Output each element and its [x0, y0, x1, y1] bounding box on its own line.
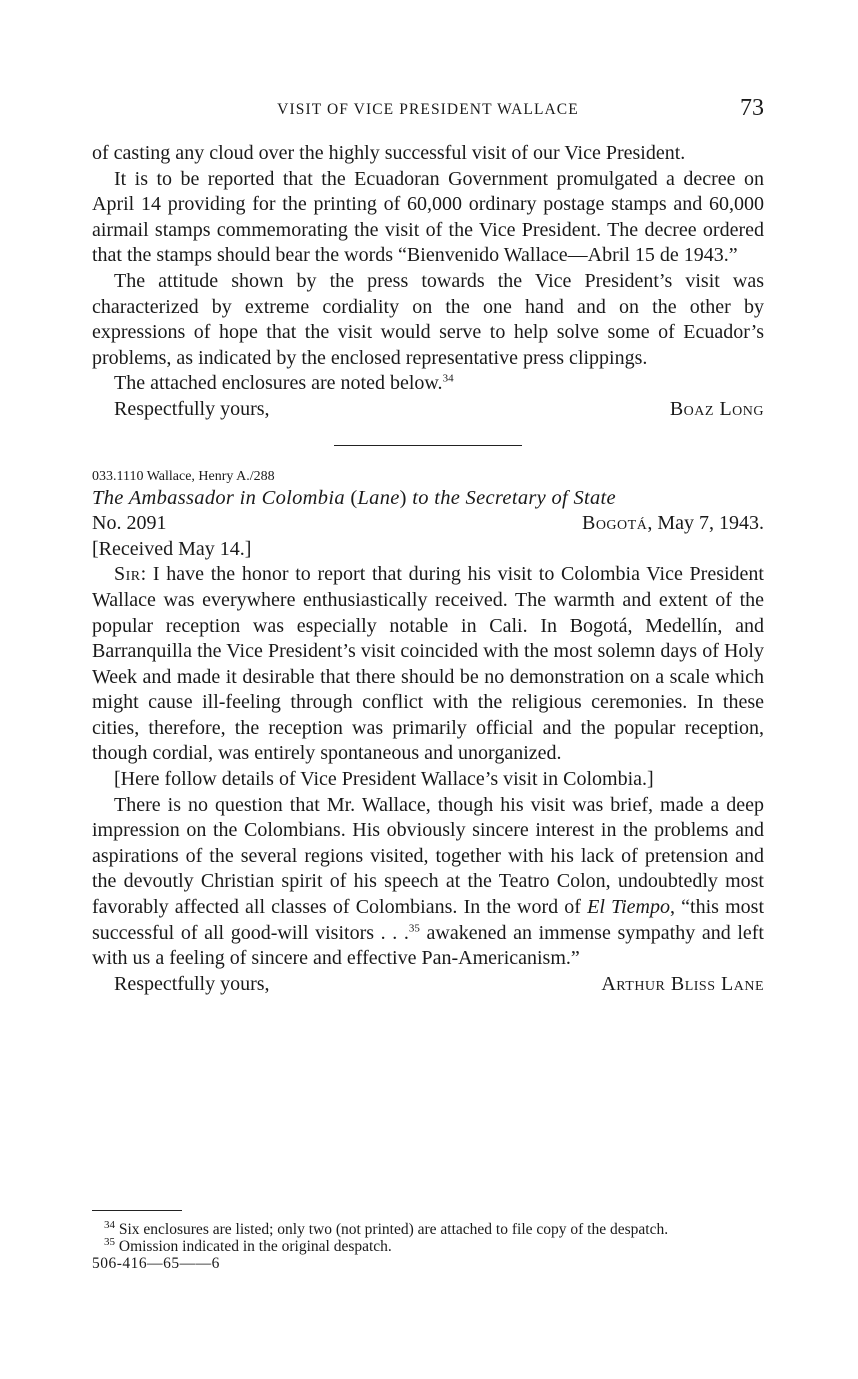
- received-date: [Received May 14.]: [92, 537, 252, 560]
- footnote-num-35: 35: [104, 1235, 115, 1248]
- footnote-text-35: Omission indicated in the original despatch.: [115, 1238, 392, 1255]
- place: Bogotá: [581, 512, 648, 535]
- section-divider: [334, 445, 522, 446]
- enclosures-text: The attached enclosures are noted below.: [114, 372, 443, 395]
- file-number: 033.1110 Wallace, Henry A./288: [92, 468, 275, 484]
- footnote-ref-35: 35: [408, 921, 420, 934]
- impression-text-a: There is no question that Mr. Wallace, though his visit was brief, made a deep impression on the Colombians. His obviously sincere interest in the problems and aspirations of the several regions visited, together with his lack of pretension and the devoutly Christian spirit of his speech at the Teatro Colon, undoubtedly most favorably affected all classes of Colombians. In the word of: [92, 793, 764, 919]
- closing-text: Respectfully yours,: [114, 397, 270, 420]
- newspaper-title: El Tiempo: [587, 896, 670, 919]
- heading-open-paren: (: [350, 486, 358, 509]
- paragraph-continuation: of casting any cloud over the highly successful visit of our Vice President.: [92, 142, 686, 164]
- heading-post: to the Secretary of State: [406, 486, 616, 509]
- closing-text-lane: Respectfully yours,: [114, 972, 270, 995]
- footnote-34: [92, 1218, 764, 1238]
- signature-boaz-long: Boaz Long: [669, 397, 764, 420]
- footnotes: [92, 1210, 764, 1272]
- footnote-35: [92, 1235, 764, 1255]
- heading-name: Lane: [357, 486, 400, 509]
- paragraph-details: [Here follow details of Vice President Wallace’s visit in Colombia.]: [114, 768, 654, 791]
- document-heading: [92, 486, 764, 512]
- paragraph-impression: [92, 793, 764, 972]
- report-text: : I have the honor to report that during his visit to Colombia Vice President Wallace was everywhere enthusiastically received. The warmth and extent of the popular reception was especially notable in Cali. In Bogotá, Medellín, and Barranquilla the Vice President’s visit coincided with the most solemn days of Holy Week and made it desirable that there should be no demonstration on a scale which might cause ill-feeling through conflict with the religious ceremonies. In these cities, therefore, the reception was primarily official and the popular reception, though cordial, was entirely spontaneous and unorganized.: [92, 563, 764, 765]
- footnote-ref-34: 34: [442, 372, 454, 385]
- paragraph-report: [92, 562, 764, 767]
- page-number: 73: [740, 95, 764, 121]
- printer-line: 506-416—65——6: [92, 1255, 220, 1272]
- running-head-title: VISIT OF VICE PRESIDENT WALLACE: [277, 101, 579, 118]
- despatch-number: No. 2091: [92, 512, 167, 535]
- date: , May 7, 1943.: [647, 512, 764, 535]
- paragraph-press: The attitude shown by the press towards the Vice President’s visit was characterized by extreme cordiality on the one hand and on the other by expressions of hope that the visit would serve to help solve some of Ecuador’s problems, as indicated by the enclosed representative press clippings.: [92, 269, 764, 369]
- salutation: Sir: [114, 563, 141, 586]
- impression-text-c: awakened an immense sympathy and left with us a feeling of sincere and effective Pan-Americanism.”: [92, 921, 764, 970]
- dateline: [92, 511, 764, 537]
- heading-close-paren: ): [399, 486, 407, 509]
- footnote-num-34: 34: [104, 1218, 115, 1231]
- footnote-rule: [92, 1210, 182, 1211]
- running-head: [92, 96, 764, 124]
- footnote-text-34: Six enclosures are listed; only two (not printed) are attached to file copy of the despatch.: [115, 1221, 669, 1238]
- heading-pre: The Ambassador in Colombia: [92, 486, 351, 509]
- signature-arthur-bliss-lane: Arthur Bliss Lane: [601, 972, 764, 995]
- place-date: [582, 511, 764, 537]
- closing-block-lane: [92, 972, 764, 998]
- page-body: [92, 141, 764, 997]
- paragraph-enclosures: [92, 371, 764, 397]
- paragraph-stamps: It is to be reported that the Ecuadoran Government promulgated a decree on April 14 providing for the printing of 60,000 ordinary postage stamps and 60,000 airmail stamps commemorating the visit of the Vice President. The decree ordered that the stamps should bear the words “Bienvenido Wallace—Abril 15 de 1943.”: [92, 167, 764, 267]
- closing-block-long: [92, 397, 764, 423]
- impression-text-b: , “this most successful of all good-will visitors . . .: [92, 896, 765, 944]
